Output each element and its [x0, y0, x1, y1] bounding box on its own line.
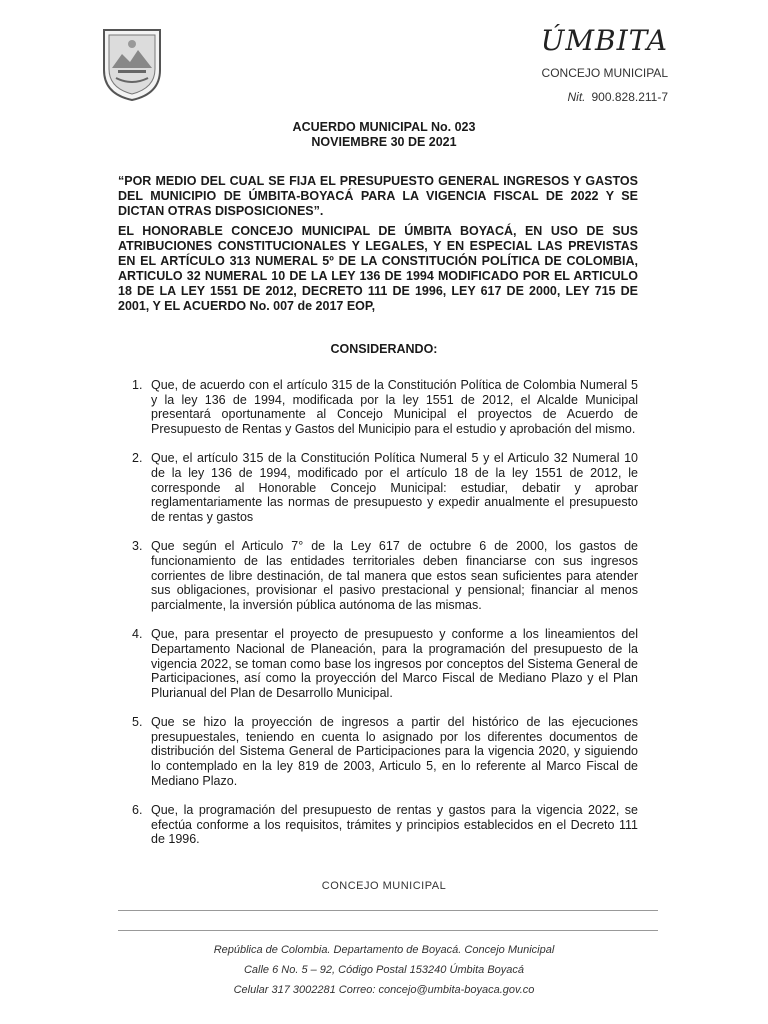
brand-name: ÚMBITA: [540, 24, 668, 57]
item-number: 5.: [132, 715, 143, 730]
list-item: [124, 803, 638, 847]
council-letterhead: [541, 24, 668, 104]
footer-line-location: República de Colombia. Departamento de Boyacá. Concejo Municipal: [213, 944, 555, 956]
footer-divider: [118, 910, 658, 911]
authority-statement: EL HONORABLE CONCEJO MUNICIPAL DE ÚMBITA BOYACÁ, EN USO DE SUS ATRIBUCIONES CONSTITUCIONALES Y LEGALES, Y EN ESPECIAL LAS PREVISTAS EN EL ARTÍCULO 313 NUMERAL 5º DE LA CONSTITUCIÓN POLÍTICA DE COLOMBIA, ARTICULO 32 NUMERAL 10 DE LA LEY 136 DE 1994 MODIFICADO POR EL ARTICULO 18 DE LA LEY 1551 DE 2012, DECRETO 111 DE 1996, LEY 617 DE 2000, LEY 715 DE 2001, Y EL ACUERDO No. 007 de 2017 EOP,: [118, 224, 638, 313]
list-item: [124, 451, 638, 524]
agreement-number: ACUERDO MUNICIPAL No. 023: [292, 120, 476, 134]
item-text: Que según el Articulo 7° de la Ley 617 de octubre 6 de 2000, los gastos de funcionamiento de las entidades territoriales deben financiarse con sus ingresos corrientes de libre destinación, de tal manera que estos sean suficientes para atender sus obligaciones, provisionar el pasivo prestacional y pensional; financiar al menos parcialmente, la inversión pública autónoma de las mismas.: [151, 539, 638, 612]
footer-line-contact: Celular 317 3002281 Correo: concejo@umbita-boyaca.gov.co: [233, 984, 535, 996]
item-text: Que se hizo la proyección de ingresos a partir del histórico de las ejecuciones presupuestales, teniendo en cuenta lo asignado por los diferentes documentos de distribución del Sistema General de Participaciones para la vigencia 2020, y siguiendo lo contemplado en la ley 819 de 2003, Articulo 5, en lo referente al Marco Fiscal de Mediano Plazo.: [151, 715, 638, 788]
nit-line: [541, 90, 668, 104]
list-item: [124, 627, 638, 700]
item-number: 3.: [132, 539, 143, 554]
nit-label: Nit.: [567, 90, 586, 104]
item-text: Que, para presentar el proyecto de presupuesto y conforme a los lineamientos del Departamento Nacional de Planeación, para la programación del presupuesto de la vigencia 2022, se toman como base los ingresos por conceptos del Sistema General de Participaciones, así como la proyección del Marco Fiscal de Mediano Plazo y el Plan Plurianual del Plan de Desarrollo Municipal.: [151, 627, 638, 700]
list-item: [124, 378, 638, 436]
brand-subtitle: CONCEJO MUNICIPAL: [541, 66, 668, 80]
agreement-date: NOVIEMBRE 30 DE 2021: [311, 135, 457, 149]
footer-contact: [0, 940, 768, 1000]
considerando-heading: CONSIDERANDO:: [330, 342, 438, 356]
footer-line-address: Calle 6 No. 5 – 92, Código Postal 153240 Úmbita Boyacá: [243, 964, 525, 976]
list-item: [124, 715, 638, 788]
considerations-list: [124, 378, 638, 862]
item-text: Que, de acuerdo con el artículo 315 de la Constitución Política de Colombia Numeral 5 y la ley 136 de 1994, modificada por la ley 1551 de 2012, el Alcalde Municipal presentará oportunamente al Concejo Municipal el proyectos de Acuerdo de Presupuesto de Rentas y Gastos del Municipio para el estudio y aprobación del mismo.: [151, 378, 638, 436]
municipal-seal-icon: [100, 24, 164, 104]
list-item: [124, 539, 638, 612]
item-number: 2.: [132, 451, 143, 466]
item-number: 6.: [132, 803, 143, 818]
document-heading: [0, 120, 768, 150]
agreement-title: “POR MEDIO DEL CUAL SE FIJA EL PRESUPUESTO GENERAL INGRESOS Y GASTOS DEL MUNICIPIO DE ÚMBITA-BOYACÁ PARA LA VIGENCIA FISCAL DE 2022 Y SE DICTAN OTRAS DISPOSICIONES”.: [118, 174, 638, 218]
item-text: Que, la programación del presupuesto de rentas y gastos para la vigencia 2022, se efectúa conforme a los requisitos, trámites y principios establecidos en el Decreto 111 de 1996.: [151, 803, 638, 847]
item-number: 4.: [132, 627, 143, 642]
item-number: 1.: [132, 378, 143, 392]
footer-council-label: CONCEJO MUNICIPAL: [321, 880, 447, 892]
footer-divider: [118, 930, 658, 931]
item-text: Que, el artículo 315 de la Constitución Política Numeral 5 y el Articulo 32 Numeral 10 de la ley 136 de 1994, modificado por el artículo 18 de la ley 1551 de 2012, le corresponde al Honorable Concejo Municipal: estudiar, debatir y aprobar reglamentariamente las normas de presupuesto y expedir anualmente el presupuesto de rentas y gastos: [151, 451, 638, 524]
nit-value: 900.828.211-7: [591, 90, 668, 104]
